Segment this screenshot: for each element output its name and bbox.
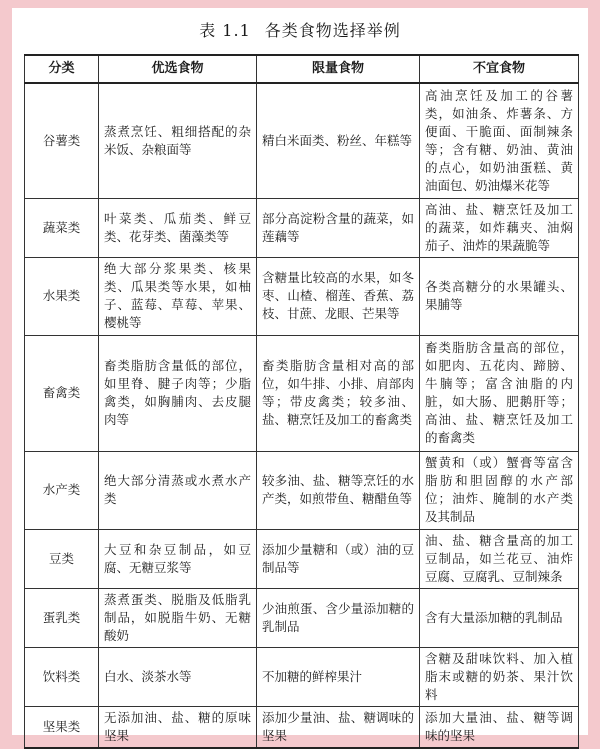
row-preferred: 白水、淡茶水等 bbox=[99, 647, 257, 706]
row-category: 蔬菜类 bbox=[25, 198, 99, 257]
row-unsuitable: 油、盐、糖含量高的加工豆制品，如兰花豆、油炸豆腐、豆腐乳、豆制辣条 bbox=[420, 529, 579, 588]
row-unsuitable: 蟹黄和（或）蟹膏等富含脂肪和胆固醇的水产部位；油炸、腌制的水产类及其制品 bbox=[420, 451, 579, 529]
row-unsuitable: 含糖及甜味饮料、加入植脂末或糖的奶茶、果汁饮料 bbox=[420, 647, 579, 706]
header-category: 分类 bbox=[25, 55, 99, 83]
row-category: 蛋乳类 bbox=[25, 588, 99, 647]
row-preferred: 畜类脂肪含量低的部位，如里脊、腱子肉等；少脂禽类，如胸脯肉、去皮腿肉等 bbox=[99, 335, 257, 451]
row-preferred: 大豆和杂豆制品，如豆腐、无糖豆浆等 bbox=[99, 529, 257, 588]
row-limited: 较多油、盐、糖等烹饪的水产类，如煎带鱼、糖醋鱼等 bbox=[257, 451, 420, 529]
row-category: 水果类 bbox=[25, 257, 99, 335]
table-title-text: 各类食物选择举例 bbox=[264, 21, 401, 40]
row-preferred: 蒸煮蛋类、脱脂及低脂乳制品，如脱脂牛奶、无糖酸奶 bbox=[99, 588, 257, 647]
row-category: 水产类 bbox=[25, 451, 99, 529]
row-limited: 添加少量糖和（或）油的豆制品等 bbox=[257, 529, 420, 588]
row-limited: 添加少量油、盐、糖调味的坚果 bbox=[257, 706, 420, 748]
row-preferred: 绝大部分清蒸或水煮水产类 bbox=[99, 451, 257, 529]
food-selection-table bbox=[24, 54, 579, 749]
table-row bbox=[25, 198, 579, 257]
table-row bbox=[25, 588, 579, 647]
table-row bbox=[25, 647, 579, 706]
row-category: 坚果类 bbox=[25, 706, 99, 748]
table-number: 表 1.1 bbox=[199, 21, 251, 40]
row-limited: 畜类脂肪含量相对高的部位，如牛排、小排、肩部肉等；带皮禽类；较多油、盐、糖烹饪及加工的畜禽类 bbox=[257, 335, 420, 451]
row-limited: 不加糖的鲜榨果汁 bbox=[257, 647, 420, 706]
table-row bbox=[25, 529, 579, 588]
row-preferred: 叶菜类、瓜茄类、鲜豆类、花芽类、菌藻类等 bbox=[99, 198, 257, 257]
document-page bbox=[12, 8, 588, 743]
table-row bbox=[25, 83, 579, 198]
row-preferred: 蒸煮烹饪、粗细搭配的杂米饭、杂粮面等 bbox=[99, 83, 257, 198]
table-row bbox=[25, 257, 579, 335]
table-title bbox=[12, 18, 588, 41]
row-unsuitable: 含有大量添加糖的乳制品 bbox=[420, 588, 579, 647]
row-limited: 少油煎蛋、含少量添加糖的乳制品 bbox=[257, 588, 420, 647]
row-category: 谷薯类 bbox=[25, 83, 99, 198]
row-unsuitable: 高油、盐、糖烹饪及加工的蔬菜，如炸藕夹、油焖茄子、油炸的果蔬脆等 bbox=[420, 198, 579, 257]
header-unsuitable: 不宜食物 bbox=[420, 55, 579, 83]
header-limited: 限量食物 bbox=[257, 55, 420, 83]
row-preferred: 绝大部分浆果类、核果类、瓜果类等水果，如柚子、蓝莓、草莓、苹果、樱桃等 bbox=[99, 257, 257, 335]
row-unsuitable: 各类高糖分的水果罐头、果脯等 bbox=[420, 257, 579, 335]
row-unsuitable: 添加大量油、盐、糖等调味的坚果 bbox=[420, 706, 579, 748]
table-row bbox=[25, 335, 579, 451]
row-limited: 含糖量比较高的水果，如冬枣、山楂、榴莲、香蕉、荔枝、甘蔗、龙眼、芒果等 bbox=[257, 257, 420, 335]
row-category: 畜禽类 bbox=[25, 335, 99, 451]
row-limited: 部分高淀粉含量的蔬菜，如莲藕等 bbox=[257, 198, 420, 257]
header-preferred: 优选食物 bbox=[99, 55, 257, 83]
table-row bbox=[25, 451, 579, 529]
row-preferred: 无添加油、盐、糖的原味坚果 bbox=[99, 706, 257, 748]
table-row bbox=[25, 706, 579, 748]
table-header-row bbox=[25, 55, 579, 83]
row-category: 饮料类 bbox=[25, 647, 99, 706]
row-unsuitable: 畜类脂肪含量高的部位，如肥肉、五花肉、蹄膀、牛腩等；富含油脂的内脏，如大肠、肥鹅肝等；高油、盐、糖烹饪及加工的畜禽类 bbox=[420, 335, 579, 451]
row-limited: 精白米面类、粉丝、年糕等 bbox=[257, 83, 420, 198]
row-category: 豆类 bbox=[25, 529, 99, 588]
row-unsuitable: 高油烹饪及加工的谷薯类，如油条、炸薯条、方便面、干脆面、面制辣条等；含有糖、奶油、黄油的点心，如奶油蛋糕、黄油面包、奶油爆米花等 bbox=[420, 83, 579, 198]
